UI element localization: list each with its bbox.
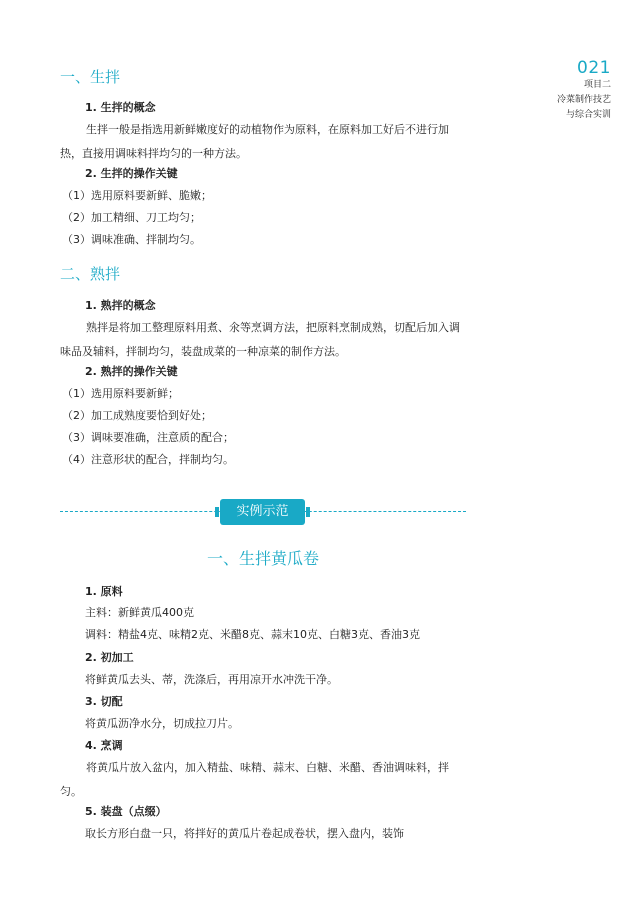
subheading-cooked-keys: 2. 熟拌的操作关键	[85, 365, 178, 378]
paragraph-raw-concept: 生拌一般是指选用新鲜嫩度好的动植物作为原料，在原料加工好后不进行加热，直接用调味料拌均匀的一种方法。	[60, 123, 449, 160]
subheading-cooked-concept: 1. 熟拌的概念	[85, 299, 156, 312]
subheading-materials: 1. 原料	[85, 585, 123, 598]
subheading-cook: 4. 烹调	[85, 739, 123, 752]
paragraph-cooked-concept: 熟拌是将加工整理原料用煮、氽等烹调方法，把原料烹制成熟，切配后加入调味品及辅料，拌制均匀，装盘成菜的一种凉菜的制作方法。	[60, 321, 460, 358]
cook-text: 将黄瓜片放入盆内，加入精盐、味精、蒜末、白糖、米醋、香油调味料，拌匀。	[60, 761, 449, 798]
subheading-raw-concept: 1. 生拌的概念	[85, 101, 156, 114]
list-item: （4）注意形状的配合，拌制均匀。	[62, 453, 234, 466]
main-material: 主料：新鲜黄瓜400克	[85, 606, 194, 619]
subheading-prep: 2. 初加工	[85, 651, 134, 664]
subheading-raw-keys: 2. 生拌的操作关键	[85, 167, 178, 180]
seasoning: 调料：精盐4克、味精2克、米醋8克、蒜末10克、白糖3克、香油3克	[85, 628, 420, 641]
section-heading-raw-mix: 一、生拌	[60, 68, 121, 86]
subheading-plate: 5. 装盘（点缀）	[85, 805, 167, 818]
page-sidebar	[557, 58, 611, 123]
project-label: 项目二	[583, 80, 611, 90]
subheading-cut: 3. 切配	[85, 695, 123, 708]
example-badge: 实例示范	[220, 499, 305, 525]
prep-text: 将鲜黄瓜去头、蒂，洗涤后，再用凉开水冲洗干净。	[85, 673, 338, 686]
list-item: （1）选用原料要新鲜、脆嫩；	[62, 189, 212, 202]
page-number: 021	[577, 58, 611, 78]
course-title-line2: 与综合实训	[565, 110, 611, 120]
list-item: （2）加工精细、刀工均匀；	[62, 211, 201, 224]
list-item: （3）调味准确、拌制均匀。	[62, 233, 201, 246]
list-item: （3）调味要准确，注意质的配合；	[62, 431, 234, 444]
example-title: 一、生拌黄瓜卷	[206, 549, 319, 568]
list-item: （2）加工成熟度要恰到好处；	[62, 409, 212, 422]
course-title-line1: 冷菜制作技艺	[556, 95, 611, 105]
cut-text: 将黄瓜沥净水分，切成拉刀片。	[85, 717, 239, 730]
plate-text: 取长方形白盘一只，将拌好的黄瓜片卷起成卷状，摆入盘内，装饰	[85, 827, 404, 840]
section-heading-cooked-mix: 二、熟拌	[60, 265, 121, 283]
list-item: （1）选用原料要新鲜；	[62, 387, 179, 400]
